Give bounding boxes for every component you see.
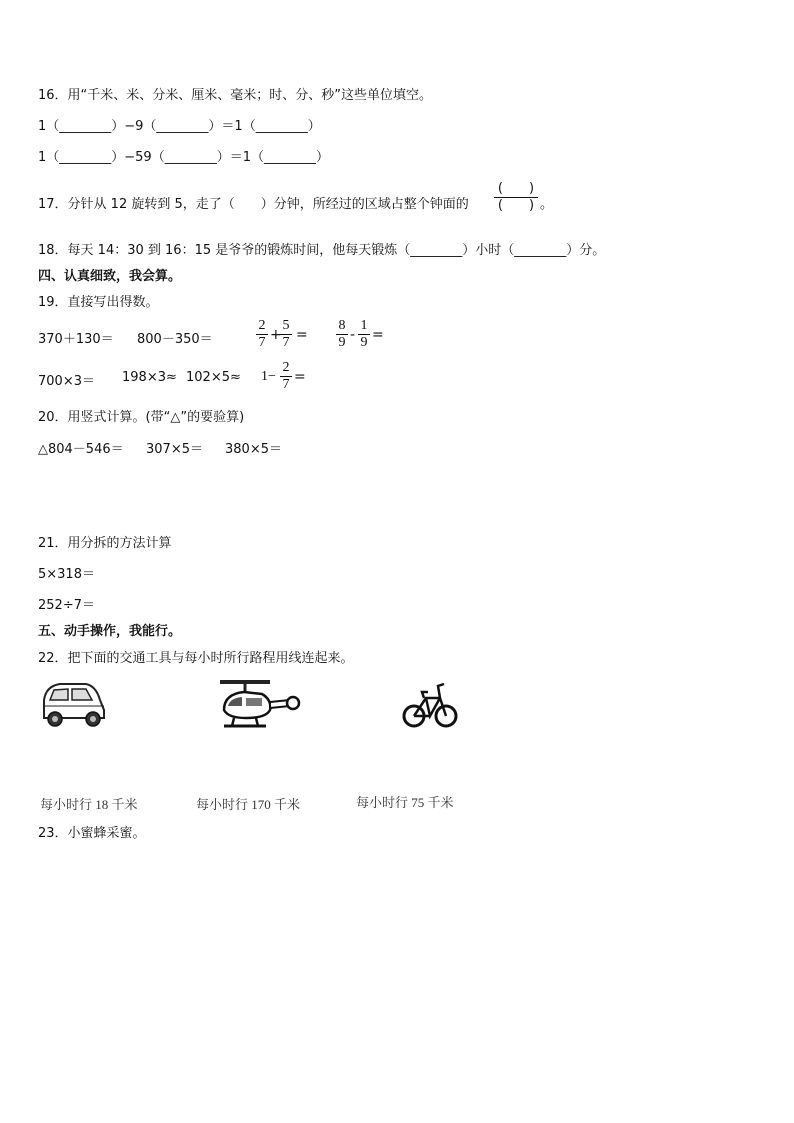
q16-stem: 16．用“千米、米、分米、厘米、毫米；时、分、秒”这些单位填空。: [38, 88, 433, 103]
q16-line2[interactable]: 1（________）−59（________）＝1（________）: [38, 150, 329, 165]
equals-sign: =: [296, 327, 308, 343]
q20-stem: 20．用竖式计算。(带“△”的要验算): [38, 410, 245, 425]
equals-sign: =: [294, 369, 306, 385]
q19-one-minus: 1−: [261, 369, 276, 384]
q17-end: 。: [540, 197, 554, 212]
speed-caption-18[interactable]: 每小时行 18 千米: [40, 797, 138, 812]
q17-denominator-blank[interactable]: ( ): [497, 198, 535, 213]
q19-expr-5: 102×5≈: [186, 370, 241, 385]
q19-stem: 19．直接写出得数。: [38, 295, 159, 310]
q16-line1[interactable]: 1（________）−9（________）＝1（________）: [38, 119, 321, 134]
q19-fraction-1-9: 1 9: [358, 318, 370, 351]
helicopter-icon[interactable]: [216, 676, 302, 734]
equals-sign: =: [372, 327, 384, 343]
q19-expr-4: 198×3≈: [122, 370, 177, 385]
speed-caption-170[interactable]: 每小时行 170 千米: [196, 797, 301, 812]
q19-expr-1: 370＋130＝: [38, 332, 114, 347]
bicycle-icon[interactable]: [402, 676, 458, 732]
section4-title: 四、认真细致，我会算。: [38, 269, 182, 284]
q20-expr-1: △804－546＝: [38, 442, 124, 457]
q21-expr-2: 252÷7＝: [38, 598, 95, 613]
q19-fraction-8-9: 8 9: [336, 318, 348, 351]
q23-stem: 23．小蜜蜂采蜜。: [38, 826, 146, 841]
q18-stem[interactable]: 18．每天 14：30 到 16：15 是爷爷的锻炼时间，他每天锻炼（________）小时（________）分。: [38, 243, 606, 258]
q19-fraction-5-7: 5 7: [280, 318, 292, 351]
q19-fraction-2-7b: 2 7: [280, 360, 292, 393]
q19-fraction-2-7: 2 7: [256, 318, 268, 351]
q17-fraction-blank[interactable]: [494, 181, 538, 214]
speed-caption-75[interactable]: 每小时行 75 千米: [356, 795, 454, 810]
section5-title: 五、动手操作，我能行。: [38, 624, 182, 639]
q20-expr-2: 307×5＝: [146, 442, 203, 457]
q22-stem: 22．把下面的交通工具与每小时所行路程用线连起来。: [38, 651, 354, 666]
q21-expr-1: 5×318＝: [38, 567, 95, 582]
minus-sign: -: [350, 327, 356, 343]
q17-numerator-blank[interactable]: ( ): [497, 181, 535, 196]
plus-sign: +: [270, 327, 282, 343]
q19-expr-3: 700×3＝: [38, 374, 95, 389]
q20-expr-3: 380×5＝: [225, 442, 282, 457]
q21-stem: 21．用分拆的方法计算: [38, 536, 172, 551]
car-icon[interactable]: [38, 678, 108, 730]
q17-stem: 17．分针从 12 旋转到 5，走了（ ）分钟，所经过的区域占整个钟面的: [38, 197, 469, 212]
q19-expr-2: 800－350＝: [137, 332, 213, 347]
